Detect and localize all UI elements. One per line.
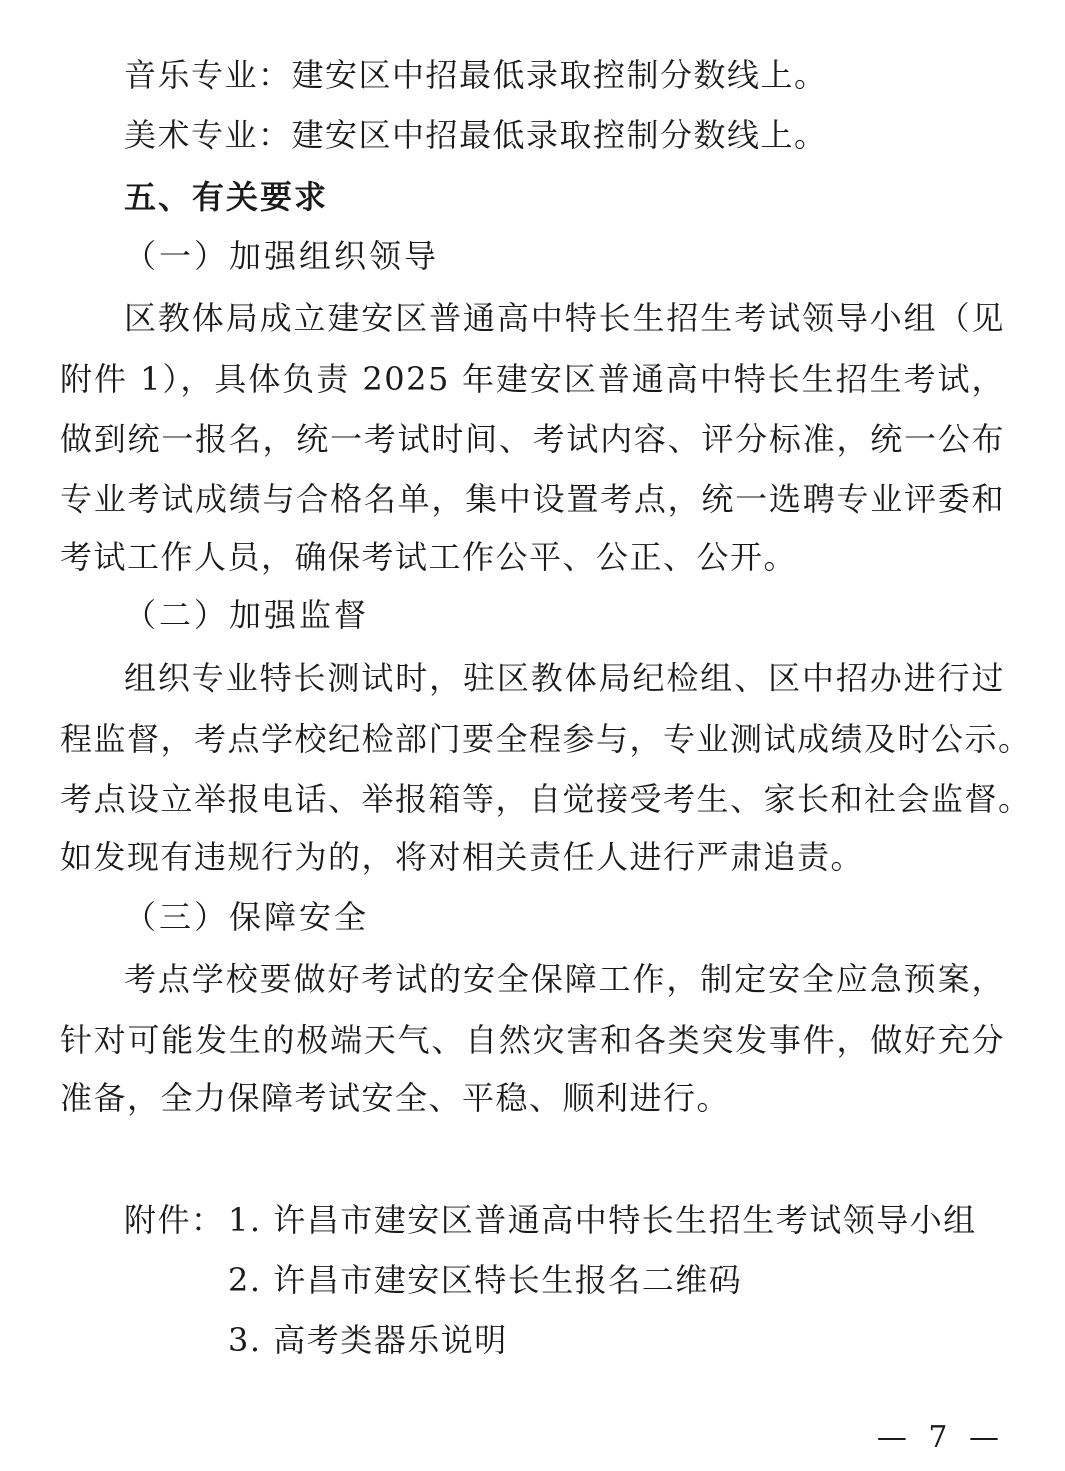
sub-heading-2: （二）加强监督: [124, 596, 370, 634]
paragraph-2-line-4: 如发现有违规行为的，将对相关责任人进行严肃追责。: [60, 838, 865, 876]
music-requirement: 音乐专业：建安区中招最低录取控制分数线上。: [124, 56, 828, 94]
paragraph-1-line-5: 考试工作人员，确保考试工作公平、公正、公开。: [60, 538, 798, 576]
paragraph-3-line-1: 考点学校要做好考试的安全保障工作，制定安全应急预案，: [124, 960, 1005, 998]
section-heading-5: 五、有关要求: [124, 178, 329, 216]
sub-heading-3: （三）保障安全: [124, 898, 370, 936]
paragraph-3-line-3: 准备，全力保障考试安全、平稳、顺利进行。: [60, 1079, 731, 1117]
page-number: — 7 —: [876, 1420, 1005, 1455]
paragraph-1-line-4: 专业考试成绩与合格名单，集中设置考点，统一选聘专业评委和: [60, 480, 1005, 518]
paragraph-2-line-3: 考点设立举报电话、举报箱等，自觉接受考生、家长和社会监督。: [60, 780, 1032, 818]
art-requirement: 美术专业：建安区中招最低录取控制分数线上。: [124, 116, 828, 154]
paragraph-1-line-1: 区教体局成立建安区普通高中特长生招生考试领导小组（见: [124, 299, 1005, 337]
attachment-item-1: 1. 许昌市建安区普通高中特长生招生考试领导小组: [228, 1201, 977, 1239]
paragraph-1-line-3: 做到统一报名，统一考试时间、考试内容、评分标准，统一公布: [60, 420, 1005, 458]
attachments-label: 附件：: [124, 1201, 225, 1239]
paragraph-3-line-2: 针对可能发生的极端天气、自然灾害和各类突发事件，做好充分: [60, 1021, 1005, 1059]
attachment-item-3: 3. 高考类器乐说明: [228, 1321, 508, 1359]
attachment-item-2: 2. 许昌市建安区特长生报名二维码: [228, 1261, 743, 1299]
paragraph-2-line-2: 程监督，考点学校纪检部门要全程参与，专业测试成绩及时公示。: [60, 720, 1032, 758]
paragraph-1-line-2: 附件 1），具体负责 2025 年建安区普通高中特长生招生考试，: [60, 360, 1005, 398]
sub-heading-1: （一）加强组织领导: [124, 237, 440, 275]
paragraph-2-line-1: 组织专业特长测试时，驻区教体局纪检组、区中招办进行过: [124, 659, 1005, 697]
